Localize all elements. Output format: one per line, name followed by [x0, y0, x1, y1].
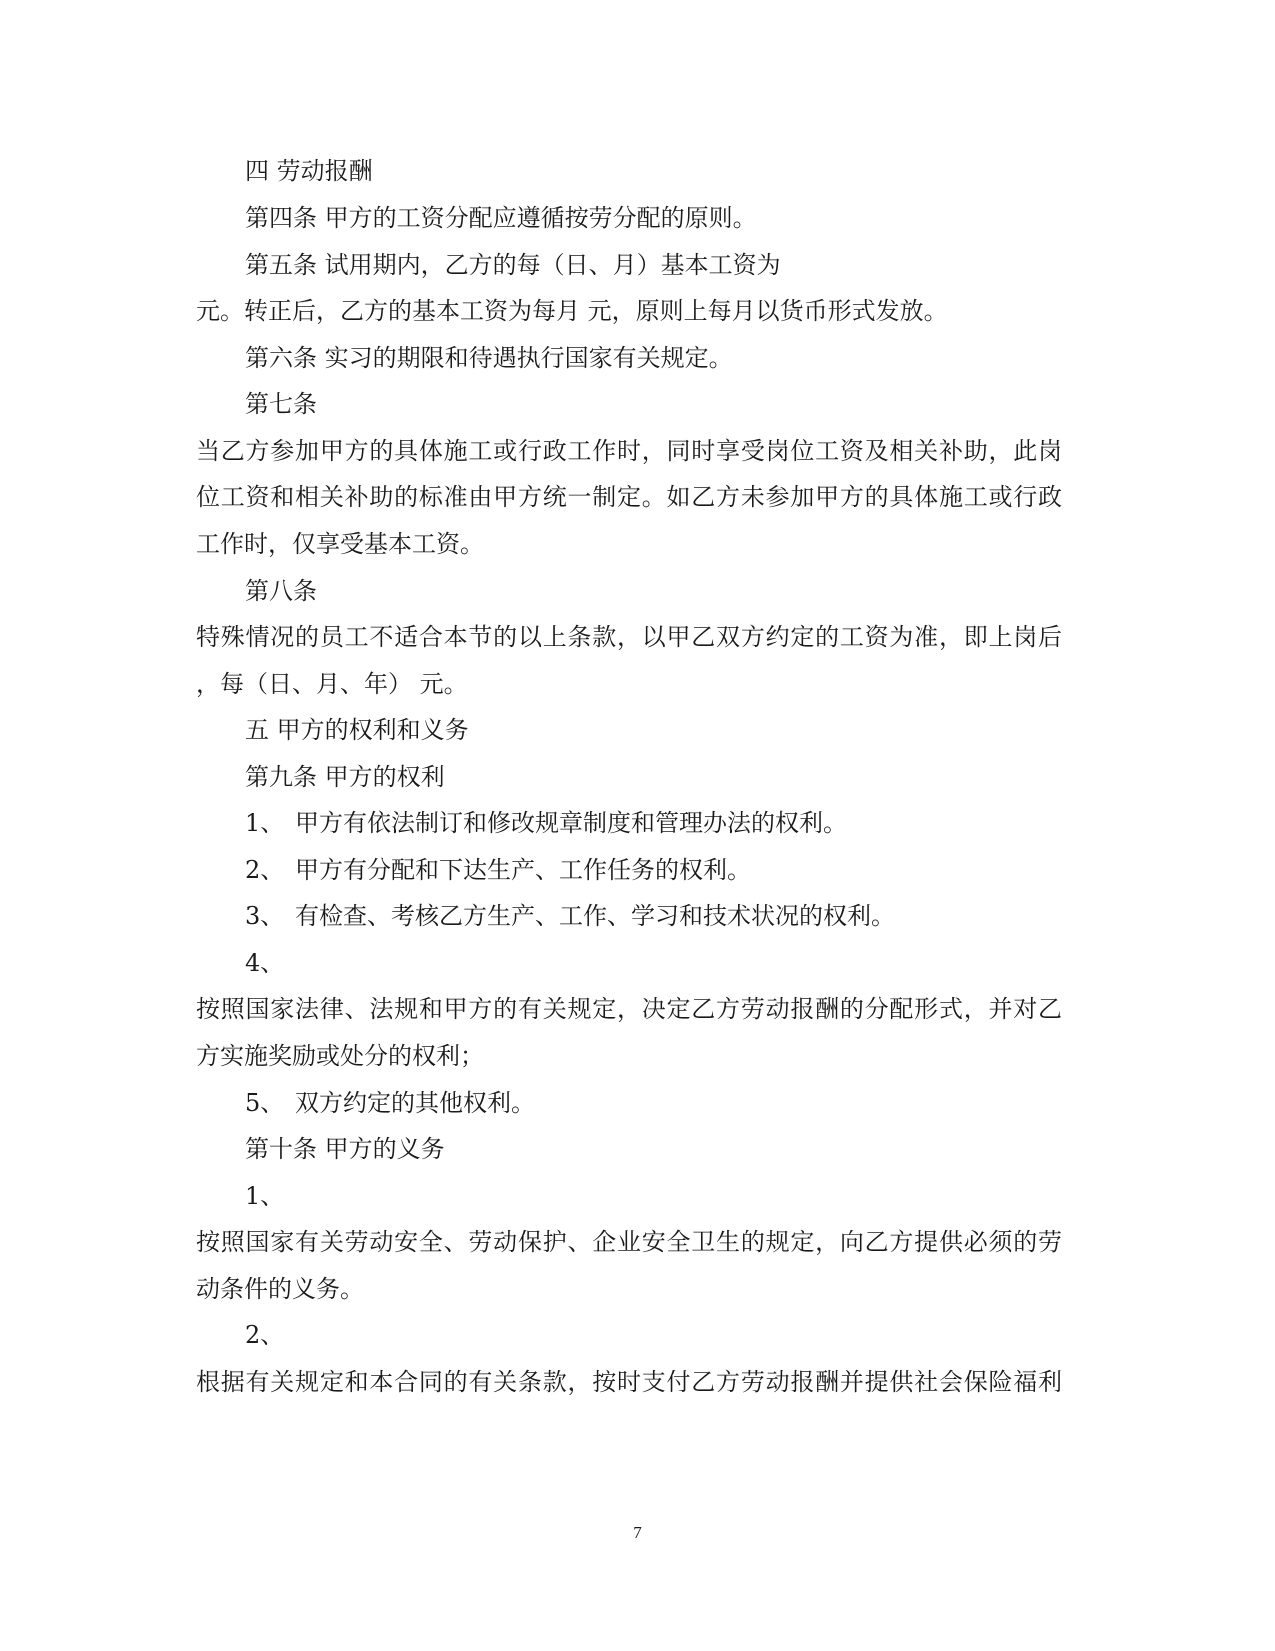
duty-item-1-line-1: 按照国家有关劳动安全、劳动保护、企业安全卫生的规定，向乙方提供必须的劳	[196, 1228, 1062, 1256]
list-number: 2、	[245, 856, 285, 884]
right-item-4-line-1: 按照国家法律、法规和甲方的有关规定，决定乙方劳动报酬的分配形式，并对乙	[196, 995, 1062, 1023]
page-number: 7	[633, 1523, 642, 1542]
duty-item-1-number: 1、	[245, 1182, 285, 1210]
article-5-line-2: 元。转正后，乙方的基本工资为每月 元，原则上每月以货币形式发放。	[196, 297, 948, 325]
right-item-1	[245, 808, 847, 838]
article-7-line-2: 位工资和相关补助的标准由甲方统一制定。如乙方未参加甲方的具体施工或行政	[196, 483, 1062, 511]
article-7-line-1: 当乙方参加甲方的具体施工或行政工作时，同时享受岗位工资及相关补助，此岗	[196, 437, 1062, 465]
article-8-line-1: 特殊情况的员工不适合本节的以上条款，以甲乙双方约定的工资为准，即上岗后	[196, 623, 1062, 651]
list-number: 3、	[245, 902, 285, 930]
article-8-line-2: ，每（日、月、年） 元。	[196, 670, 468, 698]
right-item-5	[245, 1088, 535, 1118]
right-item-4-line-2: 方实施奖励或处分的权利；	[196, 1042, 484, 1070]
article-10-title: 第十条 甲方的义务	[245, 1135, 445, 1163]
list-text: 甲方有依法制订和修改规章制度和管理办法的权利。	[295, 809, 847, 837]
list-number: 1、	[245, 809, 285, 837]
article-6: 第六条 实习的期限和待遇执行国家有关规定。	[245, 344, 733, 372]
article-8-title: 第八条	[245, 577, 317, 605]
right-item-4-number: 4、	[245, 949, 285, 977]
list-number: 5、	[245, 1089, 285, 1117]
article-7-line-3: 工作时，仅享受基本工资。	[196, 530, 484, 558]
article-7-title: 第七条	[245, 390, 317, 418]
duty-item-2-line-1: 根据有关规定和本合同的有关条款，按时支付乙方劳动报酬并提供社会保险福利	[196, 1368, 1062, 1396]
right-item-2	[245, 855, 751, 885]
duty-item-2-number: 2、	[245, 1321, 285, 1349]
list-text: 有检查、考核乙方生产、工作、学习和技术状况的权利。	[295, 902, 895, 930]
article-4: 第四条 甲方的工资分配应遵循按劳分配的原则。	[245, 204, 757, 232]
list-text: 双方约定的其他权利。	[295, 1089, 535, 1117]
duty-item-1-line-2: 动条件的义务。	[196, 1275, 364, 1303]
section-heading-rights-duties: 五 甲方的权利和义务	[245, 716, 469, 744]
section-heading-labor-pay: 四 劳动报酬	[245, 157, 373, 185]
list-text: 甲方有分配和下达生产、工作任务的权利。	[295, 856, 751, 884]
right-item-3	[245, 901, 895, 931]
article-9-title: 第九条 甲方的权利	[245, 763, 445, 791]
article-5-line-1: 第五条 试用期内，乙方的每（日、月）基本工资为	[245, 251, 781, 279]
